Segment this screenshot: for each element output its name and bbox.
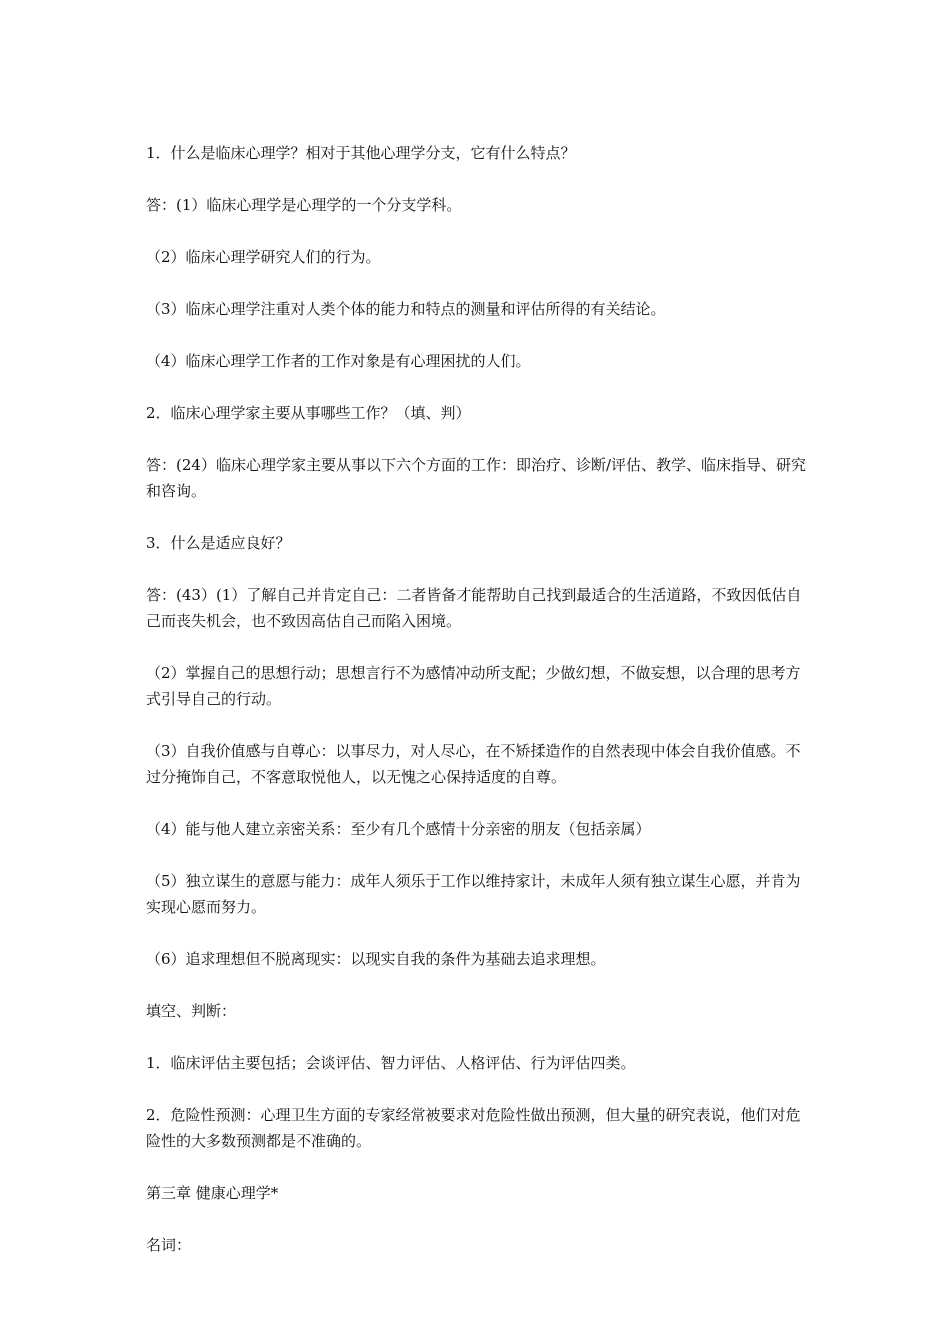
answer-1-point-1: 答：(1）临床心理学是心理学的一个分支学科。 — [146, 196, 462, 214]
question-2-heading: 2．临床心理学家主要从事哪些工作？（填、判） — [146, 404, 471, 422]
answer-3-point-4: （4）能与他人建立亲密关系：至少有几个感情十分亲密的朋友（包括亲属） — [146, 820, 651, 838]
answer-3-point-5: （5）独立谋生的意愿与能力：成年人须乐于工作以维持家计，未成年人须有独立谋生心愿，并肯为实现心愿而努力。 — [146, 872, 801, 916]
fill-item-1: 1．临床评估主要包括；会谈评估、智力评估、人格评估、行为评估四类。 — [146, 1054, 636, 1072]
answer-3-point-6: （6）追求理想但不脱离现实：以现实自我的条件为基础去追求理想。 — [146, 950, 606, 968]
question-1-heading: 1．什么是临床心理学？相对于其他心理学分支，它有什么特点？ — [146, 144, 576, 162]
answer-3-point-1: 答：(43）(1）了解自己并肯定自己：二者皆备才能帮助自己找到最适合的生活道路，不致因低估自己而丧失机会，也不致因高估自己而陷入困境。 — [146, 586, 802, 630]
answer-3-point-2: （2）掌握自己的思想行动；思想言行不为感情冲动所支配；少做幻想，不做妄想，以合理的思考方式引导自己的行动。 — [146, 664, 801, 708]
answer-2: 答：(24）临床心理学家主要从事以下六个方面的工作：即治疗、诊断/评估、教学、临床指导、研究和咨询。 — [146, 456, 806, 500]
chapter-heading: 第三章 健康心理学* — [146, 1184, 279, 1202]
answer-1-point-2: （2）临床心理学研究人们的行为。 — [146, 248, 381, 266]
question-3-heading: 3．什么是适应良好？ — [146, 534, 291, 552]
answer-1-point-4: （4）临床心理学工作者的工作对象是有心理困扰的人们。 — [146, 352, 531, 370]
answer-1-point-3: （3）临床心理学注重对人类个体的能力和特点的测量和评估所得的有关结论。 — [146, 300, 666, 318]
answer-3-point-3: （3）自我价值感与自尊心：以事尽力，对人尽心，在不矫揉造作的自然表现中体会自我价值感。不过分掩饰自己，不客意取悦他人，以无愧之心保持适度的自尊。 — [146, 742, 801, 786]
fill-in-judgment-heading: 填空、判断： — [146, 1002, 237, 1020]
document-body — [146, 140, 812, 1284]
fill-item-2: 2．危险性预测：心理卫生方面的专家经常被要求对危险性做出预测，但大量的研究表说，他们对危险性的大多数预测都是不准确的。 — [146, 1106, 801, 1150]
terms-heading: 名词： — [146, 1236, 192, 1254]
